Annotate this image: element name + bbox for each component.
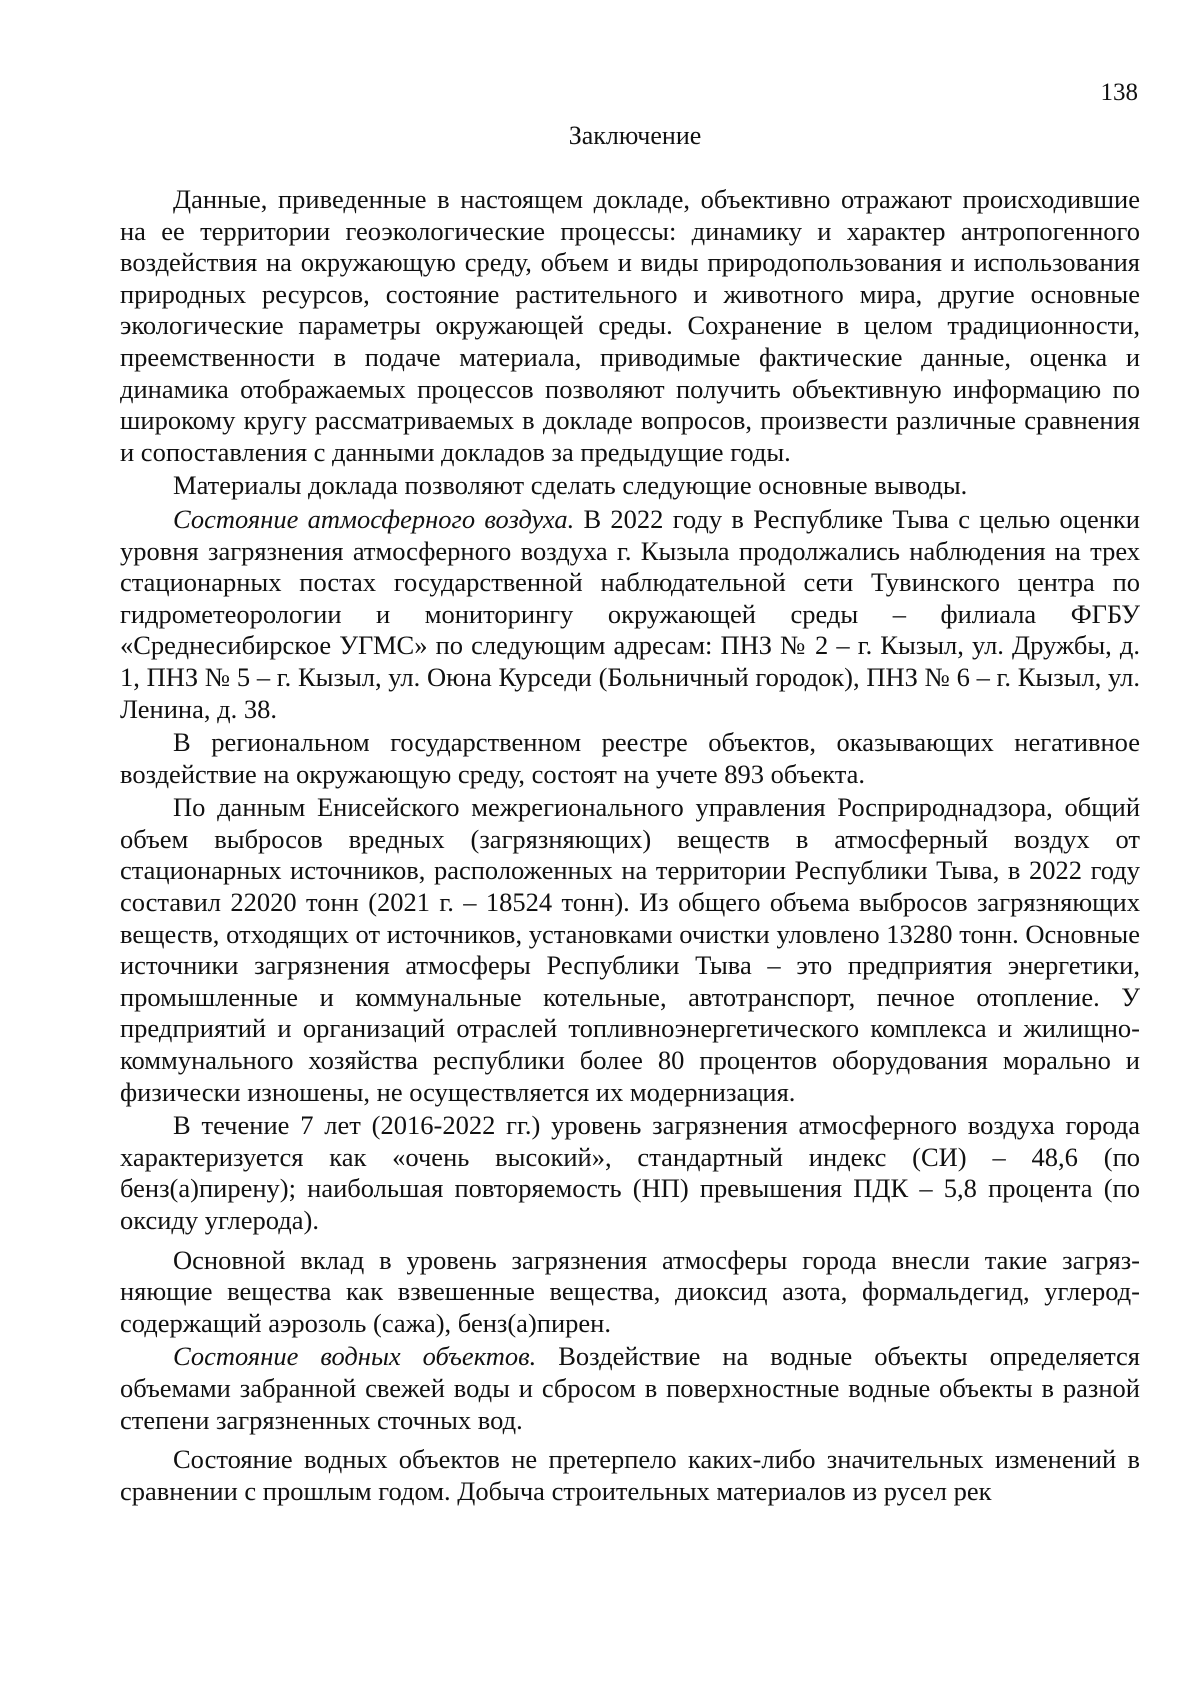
page-title: Заключение xyxy=(568,121,702,150)
paragraph-text: Воздействие на водные объекты определяется объемами забранной свежей воды и сбросом в поверхностные водные объекты в разной степени загрязненных сточных вод. xyxy=(120,1341,1140,1435)
page-number: 138 xyxy=(1100,79,1138,106)
paragraph-text: Состояние водных объектов не претерпело каких-либо значительных изменений в сравнении с прошлым годом. Добыча строительных материалов из русел рек xyxy=(120,1444,1140,1506)
body-text xyxy=(120,184,1140,1509)
paragraph-text: В региональном государственном реестре объектов, оказывающих негативное воздействие на окружающую среду, состоят на учете 893 объекта. xyxy=(120,727,1140,789)
paragraph-text: Данные, приведенные в настоящем докладе, объективно отражают происходившие на ее территории геоэкологические процессы: динамику и характер антропогенного воздействия на окружающую среду, объем и виды природопользования и использования природных ресурсов, состояние растительного и животного мира, другие основные экологические параметры окружающей среды. Сохранение в целом традиционности, преемственности в подаче материала, приводимые фактические данные, оценка и динамика отображаемых процессов позволяют получить объективную информацию по широкому кругу рассматриваемых в докладе вопросов, произвести различные сравнения и сопоставления с данными докладов за предыдущие годы. xyxy=(120,184,1140,467)
paragraph-air-quality xyxy=(120,504,1140,725)
paragraph-text: По данным Енисейского межрегионального управления Росприроднадзора, общий объем выбросов вредных (загрязняющих) веществ в атмосферный воздух от стационарных источников, расположенных на территории Республики Тыва, в 2022 году составил 22020 тонн (2021 г. – 18524 тонн). Из общего объема выбросов загрязняющих веществ, отходящих от источников, установками очистки уловлено 13280 тонн. Основные источники загрязнения атмосферы Республики Тыва – это предприятия энергетики, промышленные и коммунальные котельные, автотранспорт, печное отопление. У предприятий и организаций отраслей топливноэнергетического комплекса и жилищно-коммунального хозяйства республики более 80 процентов оборудования морально и физически изношены, не осуществляется их модернизация. xyxy=(120,792,1140,1107)
paragraph-pollutants xyxy=(120,1245,1140,1340)
paragraph-water-bodies xyxy=(120,1341,1140,1436)
paragraph-text: Материалы доклада позволяют сделать следующие основные выводы. xyxy=(173,470,968,501)
paragraph-text: В течение 7 лет (2016-2022 гг.) уровень загрязнения атмосферного воздуха города характеризуется как «очень высокий», стандартный индекс (СИ) – 48,6 (по бенз(а)пирену); наибольшая повторяемость (НП) превышения ПДК – 5,8 процента (по оксиду углерода). xyxy=(120,1110,1140,1235)
paragraph-conclusions-intro xyxy=(120,470,1140,502)
paragraph-pollution-level xyxy=(120,1110,1140,1236)
paragraph-text: Основной вклад в уровень загрязнения атмосферы города внесли такие загрязняющие вещества как взвешенные вещества, диоксид азота, формальдегид, углеродсодержащий аэрозоль (сажа), бенз(а)пирен. xyxy=(120,1244,1140,1338)
paragraph-emissions xyxy=(120,792,1140,1108)
paragraph-water-state xyxy=(120,1444,1140,1507)
section-lead-water: Состояние водных объектов. xyxy=(173,1341,537,1372)
paragraph-text: В 2022 году в Республике Тыва с целью оценки уровня загрязнения атмосферного воздуха г. Кызыла продолжались наблюдения на трех стационарных постах государственной наблюдательной сети Тувинского центра по гидрометеорологии и мониторингу окружающей среды – филиала ФГБУ «Среднесибирское УГМС» по следующим адресам: ПНЗ № 2 – г. Кызыл, ул. Дружбы, д. 1, ПНЗ № 5 – г. Кызыл, ул. Оюна Курседи (Больничный городок), ПНЗ № 6 – г. Кызыл, ул. Ленина, д. 38. xyxy=(120,503,1140,724)
paragraph-intro xyxy=(120,184,1140,468)
section-lead-air: Состояние атмосферного воздуха. xyxy=(173,503,575,534)
paragraph-registry xyxy=(120,727,1140,790)
